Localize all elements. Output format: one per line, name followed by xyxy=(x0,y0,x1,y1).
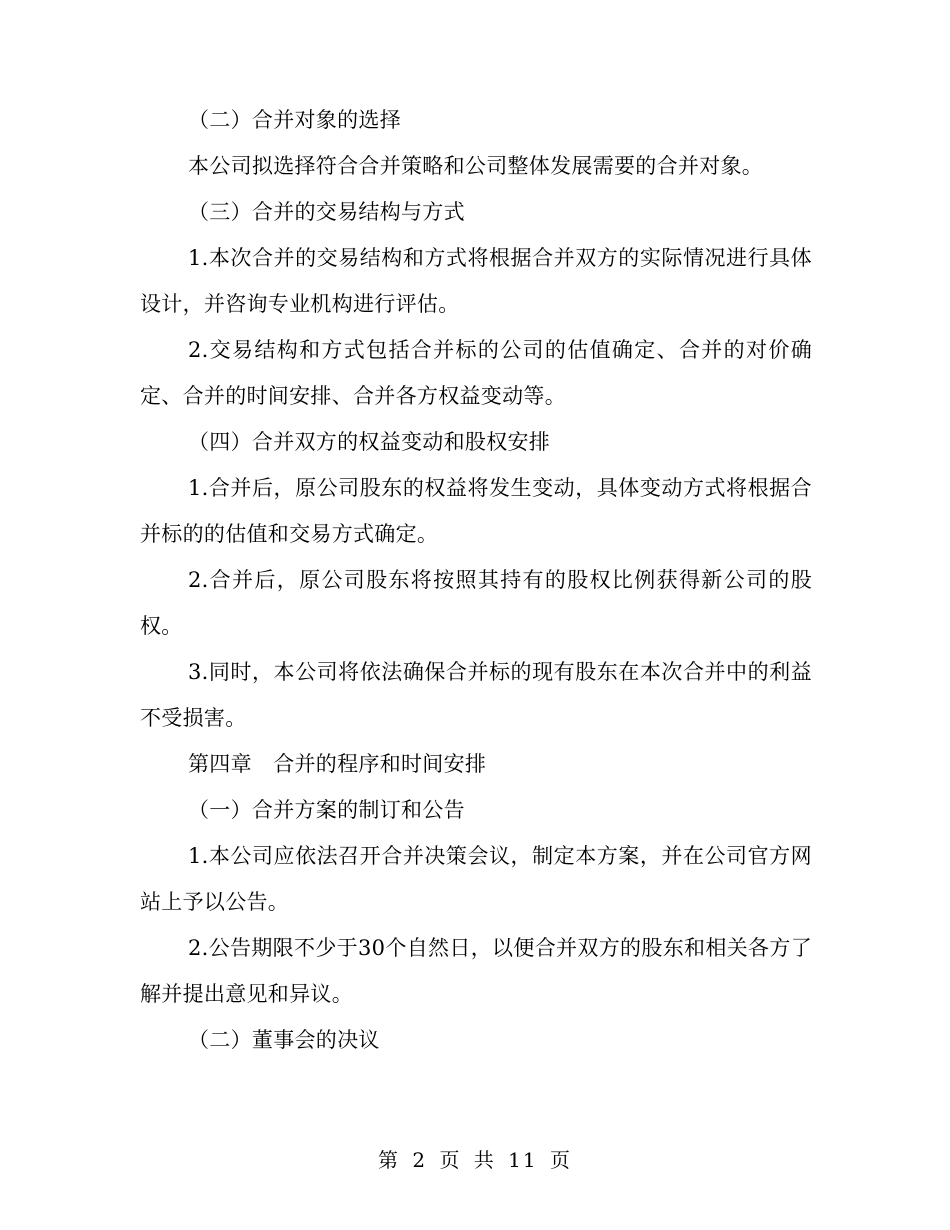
section-heading-plan-announcement: （一）合并方案的制订和公告 xyxy=(188,798,465,822)
paragraph: 1.合并后，原公司股东的权益将发生变动，具体变动方式将根据合并标的的估值和交易方式确定。 xyxy=(140,476,812,546)
paragraph: 本公司拟选择符合合并策略和公司整体发展需要的合并对象。 xyxy=(188,154,764,178)
page-number-footer: 第 2 页 共 11 页 xyxy=(378,1148,572,1172)
paragraph: 2.公告期限不少于30个自然日，以便合并双方的股东和相关各方了解并提出意见和异议。 xyxy=(140,936,812,1006)
section-heading-board-resolution: （二）董事会的决议 xyxy=(188,1028,380,1052)
paragraph: 2.合并后，原公司股东将按照其持有的股权比例获得新公司的股权。 xyxy=(140,568,812,638)
section-heading-equity-changes: （四）合并双方的权益变动和股权安排 xyxy=(188,430,551,454)
paragraph: 1.本公司应依法召开合并决策会议，制定本方案，并在公司官方网站上予以公告。 xyxy=(140,844,812,914)
section-heading-merger-target: （二）合并对象的选择 xyxy=(188,108,401,132)
paragraph: 2.交易结构和方式包括合并标的公司的估值确定、合并的对价确定、合并的时间安排、合并各方权益变动等。 xyxy=(140,338,812,408)
section-heading-transaction-structure: （三）合并的交易结构与方式 xyxy=(188,200,465,224)
document-body xyxy=(140,97,812,1063)
paragraph: 3.同时，本公司将依法确保合并标的现有股东在本次合并中的利益不受损害。 xyxy=(140,660,812,730)
chapter-heading: 第四章 合并的程序和时间安排 xyxy=(188,752,487,776)
paragraph: 1.本次合并的交易结构和方式将根据合并双方的实际情况进行具体设计，并咨询专业机构进行评估。 xyxy=(140,246,812,316)
